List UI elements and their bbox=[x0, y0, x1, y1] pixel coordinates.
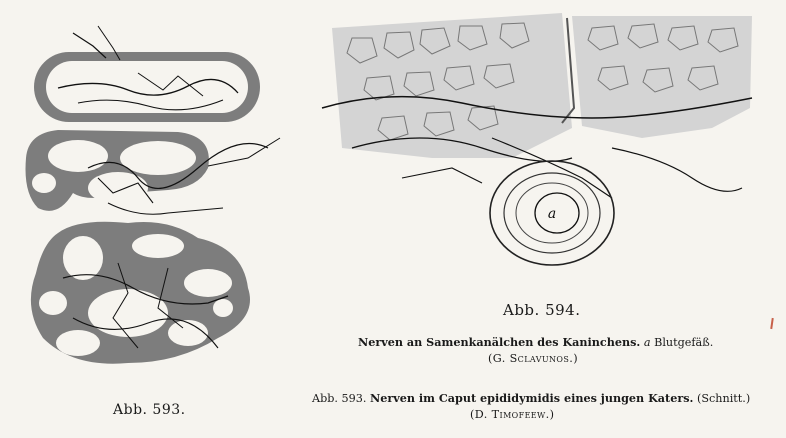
figure-593-credit: (D. Timofeew.) bbox=[470, 408, 555, 421]
figure-594-label: Abb. 594. bbox=[503, 301, 581, 319]
figure-594-caption-italic: a bbox=[643, 336, 651, 349]
figure-594-caption-bold: Nerven an Samenkanälchen des Kaninchens. bbox=[358, 335, 641, 349]
tubule-cell-region-right bbox=[572, 16, 752, 138]
tubule-section-top bbox=[34, 26, 260, 122]
figure-594-credit: (G. Sclavunos.) bbox=[488, 352, 578, 365]
figure-593-caption-number: Abb. 593. bbox=[312, 392, 367, 405]
tubule-cell-region-left bbox=[332, 13, 572, 158]
figure-593-label: Abb. 593. bbox=[113, 402, 186, 418]
figure-594-caption bbox=[358, 335, 713, 349]
tubule-section-bottom bbox=[31, 222, 250, 364]
figure-594-illustration bbox=[312, 8, 762, 268]
figure-593-caption-note: (Schnitt.) bbox=[696, 392, 751, 405]
figure-593-illustration bbox=[18, 18, 288, 388]
figure-593-caption-bold: Nerven im Caput epididymidis eines jungen Katers. bbox=[370, 391, 694, 405]
pencil-mark bbox=[770, 318, 774, 329]
tubule-section-middle bbox=[26, 130, 281, 214]
figure-593-caption bbox=[312, 391, 750, 405]
vessel-label-a: a bbox=[547, 206, 557, 222]
figure-594-caption-rest: Blutgefäß. bbox=[654, 336, 714, 349]
